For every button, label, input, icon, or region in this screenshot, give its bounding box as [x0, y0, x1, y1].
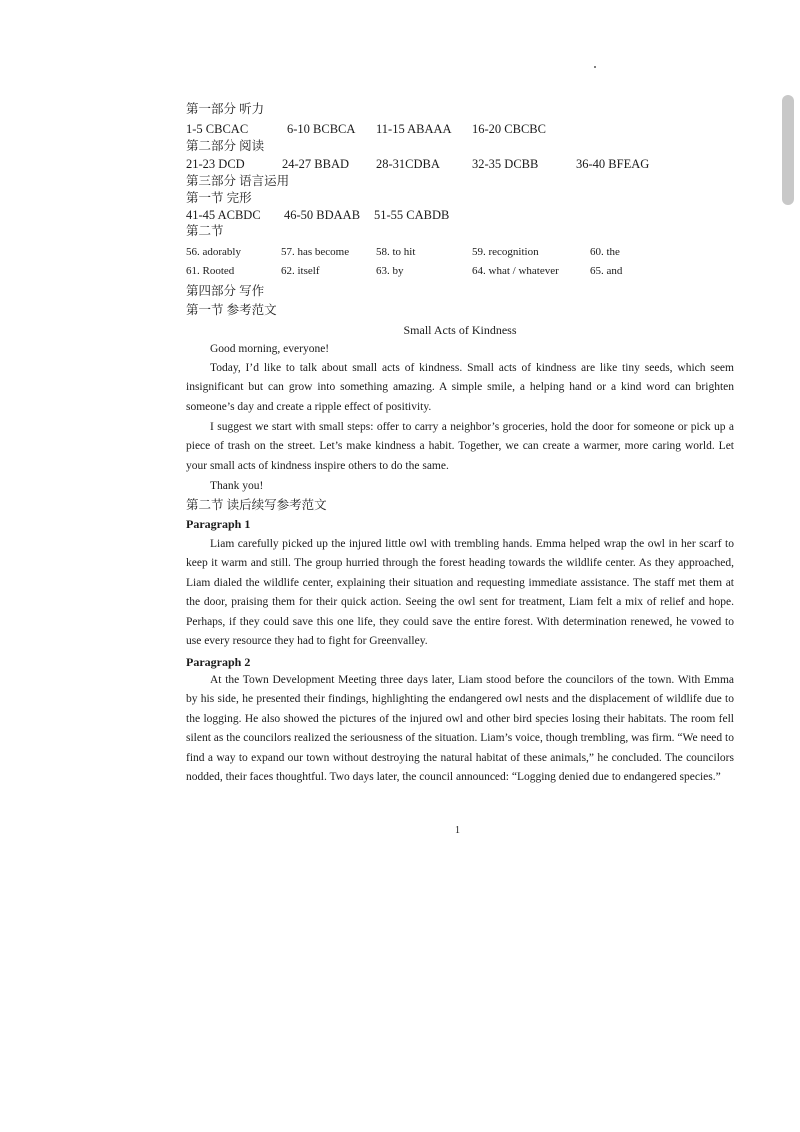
cloze-answer: 51-55 CABDB [374, 208, 450, 222]
cloze-answer: 41-45 ACBDC [186, 208, 261, 222]
grammar-answer: 60. the [590, 246, 620, 258]
grammar-answers-row-1 [186, 244, 746, 260]
section-part1-heading: 第一部分 听力 [186, 102, 265, 116]
listening-answer: 16-20 CBCBC [472, 122, 546, 136]
paragraph-2-heading: Paragraph 2 [186, 655, 251, 669]
section-part4-sample-heading: 第一节 参考范文 [186, 303, 277, 317]
listening-answer: 1-5 CBCAC [186, 122, 249, 136]
essay-title: Small Acts of Kindness [403, 323, 517, 337]
listening-answer: 6-10 BCBCA [287, 122, 356, 136]
essay-greeting: Good morning, everyone! [210, 343, 330, 355]
listening-answer: 11-15 ABAAA [376, 122, 452, 136]
cloze-answer: 46-50 BDAAB [284, 208, 361, 222]
grammar-answers-row-2 [186, 263, 746, 279]
essay-paragraph: I suggest we start with small steps: offer to carry a neighbor’s groceries, hold the door for someone or pick up a piece of trash on the street. Let’s make kindness a habit. Together, we can create a warmer, more caring world. Let your small acts of kindness inspire others to do the same. [186, 421, 734, 472]
grammar-answer: 61. Rooted [186, 265, 235, 277]
reading-answer: 28-31CDBA [376, 157, 440, 171]
reading-answer: 21-23 DCD [186, 157, 245, 171]
essay-paragraph: Today, I’d like to talk about small acts of kindness. Small acts of kindness are like tiny seeds, which seem insignificant but can grow into something amazing. A simple smile, a helping hand or a kind word can brighten someone’s day and create a ripple effect of positivity. [186, 362, 734, 413]
essay-closing: Thank you! [210, 480, 264, 492]
paragraph-2-text: At the Town Development Meeting three days later, Liam stood before the councilors of the town. With Emma by his side, he presented their findings, highlighting the endangered owl nests and the displacement of wildlife due to the logging. He also showed the pictures of the injured owl and other bird species losing their habitats. The room fell silent as the councilors realized the seriousness of the situation. Liam’s voice, though trembling, was firm. “We need to find a way to expand our town without destroying the natural habitat of these animals,” he concluded. The councilors nodded, their faces thoughtful. Two days later, the council announced: “Logging denied due to endangered species.” [186, 674, 734, 784]
reading-answers-row [186, 156, 746, 172]
section-part3-cloze-heading: 第一节 完形 [186, 191, 252, 205]
reading-answer: 36-40 BFEAG [576, 157, 650, 171]
section-part3-heading: 第三部分 语言运用 [186, 174, 290, 188]
listening-answers-row [186, 121, 746, 137]
grammar-answer: 65. and [590, 265, 623, 277]
grammar-answer: 57. has become [281, 246, 350, 258]
paragraph-1-heading: Paragraph 1 [186, 517, 251, 531]
section-part2-heading: 第二部分 阅读 [186, 139, 265, 153]
cloze-answers-row [186, 207, 746, 223]
grammar-answer: 63. by [376, 265, 404, 277]
grammar-answer: 56. adorably [186, 246, 241, 258]
paragraph-1-text: Liam carefully picked up the injured little owl with trembling hands. Emma helped wrap the owl in her scarf to keep it warm and still. The group hurried through the forest heading towards the wildlife center. As they approached, Liam dialed the wildlife center, explaining their situation and requesting immediate assistance. The staff met them at the door, praising them for their quick action. Seeing the owl sent for treatment, Liam felt a mix of relief and hope. Perhaps, if they could save this one life, they could save the entire forest. With determination renewed, he vowed to use every resource they had to fight for Greenvalley. [186, 538, 734, 648]
section-part4-continuation-heading: 第二节 读后续写参考范文 [186, 498, 327, 512]
grammar-answer: 62. itself [281, 265, 320, 277]
scan-speck [594, 66, 596, 68]
grammar-answer: 59. recognition [472, 246, 539, 258]
section-part4-heading: 第四部分 写作 [186, 284, 265, 298]
reading-answer: 24-27 BBAD [282, 157, 350, 171]
grammar-answer: 64. what / whatever [472, 265, 559, 277]
page-number: 1 [455, 825, 460, 836]
section-part3-grammar-heading: 第二节 [186, 224, 224, 238]
reading-answer: 32-35 DCBB [472, 157, 539, 171]
vertical-scrollbar[interactable] [782, 95, 794, 205]
grammar-answer: 58. to hit [376, 246, 416, 258]
